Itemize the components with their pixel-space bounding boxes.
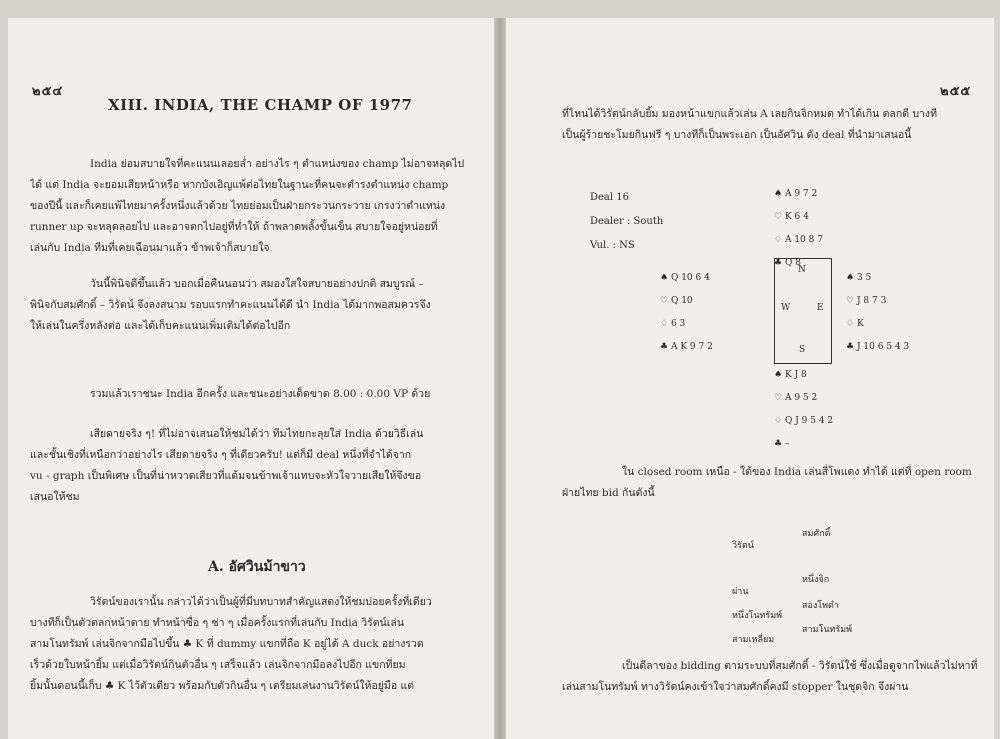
diamond-icon: ♢ — [774, 235, 783, 245]
heart-icon: ♡ — [660, 296, 669, 306]
west-clubs: ♣ A K 9 7 2 — [660, 342, 713, 352]
intro-paragraph — [562, 104, 982, 146]
bid-cell: สามโนทรัมพ์ — [802, 625, 853, 635]
deal-number: Deal 16 — [590, 192, 629, 203]
text-line: ให้เล่นในครึ่งหลังต่อ และได้เก็บคะแนนเพิ่มเติมได้ต่อไปอีก — [30, 320, 291, 332]
west-diamonds: ♢ 6 3 — [660, 319, 686, 329]
north-spades: ♠ A 9 7 2 — [774, 189, 818, 199]
text-line: พินิจกับสมศักดิ์ – วิรัตน์ จึงลงสนาม รอบแรกทำคะแนนได้ดี นำ India ได้มากพอสมควรจึง — [30, 299, 431, 311]
text-line: สามโนทรัมพ์ เล่นจิกจากมือไปขึ้น ♣ K ที่ dummy แขกที่ถือ K อยู่ได้ A duck อย่างรวด — [30, 638, 424, 650]
dealer: Dealer : South — [590, 216, 664, 227]
bid-cell: สามเหลี่ยม — [732, 635, 775, 645]
book-gutter — [494, 18, 506, 739]
east-clubs: ♣ J 10 6 5 4 3 — [846, 342, 910, 352]
text-line: runner up จะหลุดลอยไป และอาจตกไปอยู่ที่ห่ำให้ ถ้าพลาดพลั้งขั้นเข็น สบายใจอยู่หน่อยที่ — [30, 221, 438, 233]
text-line: รวมแล้วเราชนะ India อีกครั้ง และชนะอย่างเด็ดขาด 8.00 : 0.00 VP ด้วย — [90, 388, 431, 400]
west-spades: ♠ Q 10 6 4 — [660, 273, 710, 283]
east-spades: ♠ 3 5 — [846, 273, 872, 283]
text-line: เป็นผู้ร้ายชะโมยกินฟรี ๆ บางทีก็เป็นพระเอก เป็นอัศวิน ดัง deal ที่นำมาเสนอนี้ — [562, 129, 912, 141]
north-hearts: ♡ K 6 4 — [774, 212, 809, 222]
text-line: วันนี้พินิจดีขึ้นแล้ว บอกเมื่อคืนนอนว่า สมองใสใจสบายอย่างปกติ สมบูรณ์ – — [90, 278, 424, 290]
bid-header-right: สมศักดิ์ — [802, 529, 831, 539]
text-line: vu - graph เป็นพิเศษ เป็นที่น่าหวาดเสียวที่แต้มจนข้าพเจ้าแทบจะหัวใจวายเสียให้จึงขอ — [30, 470, 422, 482]
text-line: ที่ไหนได้วิรัตน์กลับยิ้ม มองหน้าแขกแล้วเล่น A เลยกินจิกหมด ทำได้เกิน ตลกดี บางที — [562, 108, 937, 120]
left-page — [8, 18, 494, 739]
right-page — [506, 18, 994, 739]
text-line: บางทีก็เป็นตัวตลกหน้าตาย ทำหน้าซื่อ ๆ ซ่า ๆ เมื่อครั้งแรกที่เล่นกับ India วิรัตน์เล่น — [30, 617, 404, 629]
spade-icon: ♠ — [846, 273, 855, 283]
text-line: วิรัตน์ของเรานั้น กล่าวได้ว่าเป็นผู้ที่มีบทบาทสำคัญแสดงให้ชมบ่อยครั้งที่เดียว — [90, 596, 432, 608]
diamond-icon: ♢ — [660, 319, 669, 329]
bid-header-left: วิรัตน์ — [732, 541, 754, 551]
spade-icon: ♠ — [774, 370, 783, 380]
text-line: ยิ้มนั้นดอนนี้เก็บ ♣ K ไว้ตัวเดียว พร้อมกับตัวกินอื่น ๆ เตรียมเล่นงานวิรัตน์ให้อยู่มือ แต่ — [30, 680, 415, 692]
south-hand — [774, 364, 833, 456]
club-icon: ♣ — [774, 258, 783, 268]
paragraph-1 — [30, 154, 476, 259]
text-line: ได้ แต่ India จะยอมเสียหน้าหรือ หากบังเอิญแพ้ต่อไทยในฐานะที่คนจะตำรงตำแหน่ง champ — [30, 179, 449, 191]
bid-cell: หนึ่งจิก — [802, 575, 830, 585]
east-hand — [846, 267, 909, 359]
section-paragraph — [30, 592, 476, 697]
south-spades: ♠ K J 8 — [774, 370, 807, 380]
deal-info — [590, 186, 663, 258]
text-line: เล่นสามโนทรัมพ์ ทางวิรัตน์คงเข้าใจว่าสมศักดิ์คงมี stopper ในชุดจิก จึงผ่าน — [562, 681, 909, 693]
north-diamonds: ♢ A 10 8 7 — [774, 235, 823, 245]
text-line: เล่นกับ India ทีมที่เคยเฉือนมาแล้ว ข้าพเจ้าก็สบายใจ — [30, 242, 270, 254]
club-icon: ♣ — [774, 439, 783, 449]
spade-icon: ♠ — [660, 273, 669, 283]
east-hearts: ♡ J 8 7 3 — [846, 296, 887, 306]
chapter-title: XIII. INDIA, THE CHAMP OF 1977 — [108, 96, 413, 114]
compass-north: N — [798, 265, 806, 275]
outro-paragraph — [562, 656, 982, 698]
page-number: ๒๕๔ — [32, 84, 64, 99]
bid-cell: หนึ่งโนทรัมพ์ — [732, 611, 783, 621]
east-diamonds: ♢ K — [846, 319, 864, 329]
paragraph-3 — [30, 384, 476, 405]
text-line: India ย่อมสบายใจที่คะแนนเลอยล่ำ อย่างไร ๆ ตำแหน่งของ champ ไม่อาจหลุดไป — [90, 158, 465, 170]
diamond-icon: ♢ — [774, 416, 783, 426]
text-line: เป็นดีลาของ bidding ตามระบบที่สมศักดิ์ - วิรัตน์ใช้ ซึ่งเมื่อดูจากไพ่แล้วไม่หาที่ — [622, 660, 978, 672]
spade-icon: ♠ — [774, 189, 783, 199]
north-clubs: ♣ Q 8 — [774, 258, 801, 268]
diamond-icon: ♢ — [846, 319, 855, 329]
compass-west: W — [781, 303, 791, 313]
south-clubs: ♣ – — [774, 439, 790, 449]
section-title: A. อัศวินม้าขาว — [208, 559, 306, 575]
south-hearts: ♡ A 9 5 2 — [774, 393, 818, 403]
text-line: และชั้นเชิงที่เหนือกว่าอย่างไร เสียดายจริง ๆ ที่เดียวครับ! แต่ก็มี deal หนึ่งที่จำได้จาก — [30, 449, 412, 461]
bid-cell: สองโพดำ — [802, 601, 839, 611]
club-icon: ♣ — [846, 342, 855, 352]
text-line: เร็วด้วยใบหน้ายิ้ม แต่เมื่อวิรัตน์กินตัวอื่น ๆ เสร็จแล้ว เล่นจิกจากมือลงไปอีก แขกที่ยม — [30, 659, 406, 671]
text-line: ของปีนี้ และก็เคยแพ้ไทยมาครั้งหนึ่งแล้วด้วย ไทยย่อมเป็นฝ่ายกระวนกระวาย เกรงว่าตำแหน่ง — [30, 200, 446, 212]
compass-east: E — [817, 303, 824, 313]
heart-icon: ♡ — [774, 393, 783, 403]
text-line: ใน closed room เหนือ - ใต้ของ India เล่นสี่โพแดง ทำได้ แต่ที่ open room — [622, 466, 972, 478]
paragraph-2 — [30, 274, 476, 337]
west-hearts: ♡ Q 10 — [660, 296, 693, 306]
paragraph-4 — [30, 424, 476, 508]
south-diamonds: ♢ Q J 9 5 4 2 — [774, 416, 834, 426]
text-line: เสนอให้ชม — [30, 491, 80, 503]
heart-icon: ♡ — [774, 212, 783, 222]
club-icon: ♣ — [660, 342, 669, 352]
text-line: ฝ่ายไทย bid กันดังนี้ — [562, 487, 655, 499]
west-hand — [660, 267, 713, 359]
compass-box — [774, 258, 832, 364]
bid-cell: ผ่าน — [732, 587, 749, 597]
page-number: ๒๕๕ — [940, 84, 972, 99]
text-line: เสียดายจริง ๆ! ที่ไม่อาจเสนอให้ชมได้ว่า ทีมไทยกะลุยใส่ India ด้วยวิธีเล่น — [90, 428, 424, 440]
closed-room-paragraph — [562, 462, 982, 504]
heart-icon: ♡ — [846, 296, 855, 306]
compass-south: S — [799, 345, 806, 355]
vulnerability: Vul. : NS — [590, 240, 635, 251]
